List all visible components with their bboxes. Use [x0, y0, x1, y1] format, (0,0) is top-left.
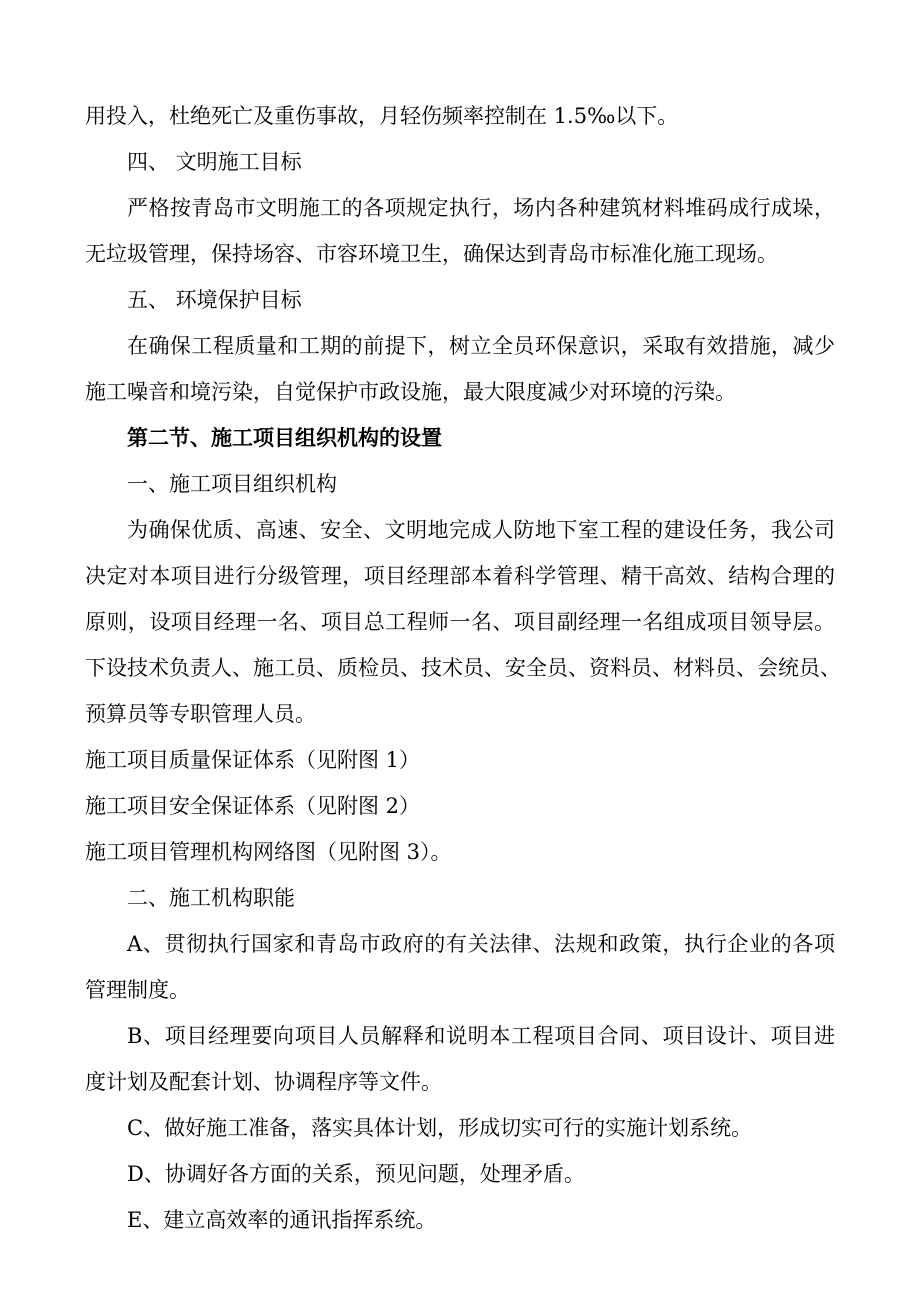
paragraph-line: 决定对本项目进行分级管理，项目经理部本着科学管理、精干高效、结构合理的 [85, 564, 835, 588]
paragraph-line: 管理制度。 [85, 978, 190, 1002]
paragraph-line: 用投入，杜绝死亡及重伤事故，月轻伤频率控制在 1.5‰以下。 [85, 104, 679, 128]
paragraph-line: 严格按青岛市文明施工的各项规定执行，场内各种建筑材料堆码成行成垛， [127, 196, 835, 220]
paragraph-line: 下设技术负责人、施工员、质检员、技术员、安全员、资料员、材料员、会统员、 [85, 656, 841, 680]
paragraph-line: 为确保优质、高速、安全、文明地完成人防地下室工程的建设任务，我公司 [127, 518, 835, 542]
appendix-reference: 施工项目安全保证体系（见附图 2） [85, 794, 421, 818]
chapter-heading: 第二节、施工项目组织机构的设置 [127, 425, 442, 450]
paragraph-line: 施工噪音和境污染，自觉保护市政设施，最大限度减少对环境的污染。 [85, 380, 736, 404]
paragraph-line: 在确保工程质量和工期的前提下，树立全员环保意识，采取有效措施，减少 [127, 334, 835, 358]
section-heading: 一、施工项目组织机构 [127, 472, 337, 496]
paragraph-line: D、协调好各方面的关系，预见问题，处理矛盾。 [127, 1162, 585, 1186]
paragraph-line: 原则，设项目经理一名、项目总工程师一名、项目副经理一名组成项目领导层。 [85, 610, 835, 634]
paragraph-line: 度计划及配套计划、协调程序等文件。 [85, 1070, 442, 1094]
section-heading: 五、 环境保护目标 [127, 288, 302, 312]
section-heading: 四、 文明施工目标 [127, 150, 302, 174]
paragraph-line: A、贯彻执行国家和青岛市政府的有关法律、法规和政策，执行企业的各项 [127, 932, 835, 956]
appendix-reference: 施工项目质量保证体系（见附图 1） [85, 748, 421, 772]
section-heading: 二、施工机构职能 [127, 886, 295, 910]
paragraph-line: E、建立高效率的通讯指挥系统。 [127, 1208, 437, 1232]
appendix-reference: 施工项目管理机构网络图（见附图 3）。 [85, 840, 452, 864]
paragraph-line: C、做好施工准备，落实具体计划，形成切实可行的实施计划系统。 [127, 1116, 753, 1140]
paragraph-line: 无垃圾管理，保持场容、市容环境卫生，确保达到青岛市标准化施工现场。 [85, 242, 778, 266]
paragraph-line: B、项目经理要向项目人员解释和说明本工程项目合同、项目设计、项目进 [127, 1024, 835, 1048]
paragraph-line: 预算员等专职管理人员。 [85, 702, 316, 726]
